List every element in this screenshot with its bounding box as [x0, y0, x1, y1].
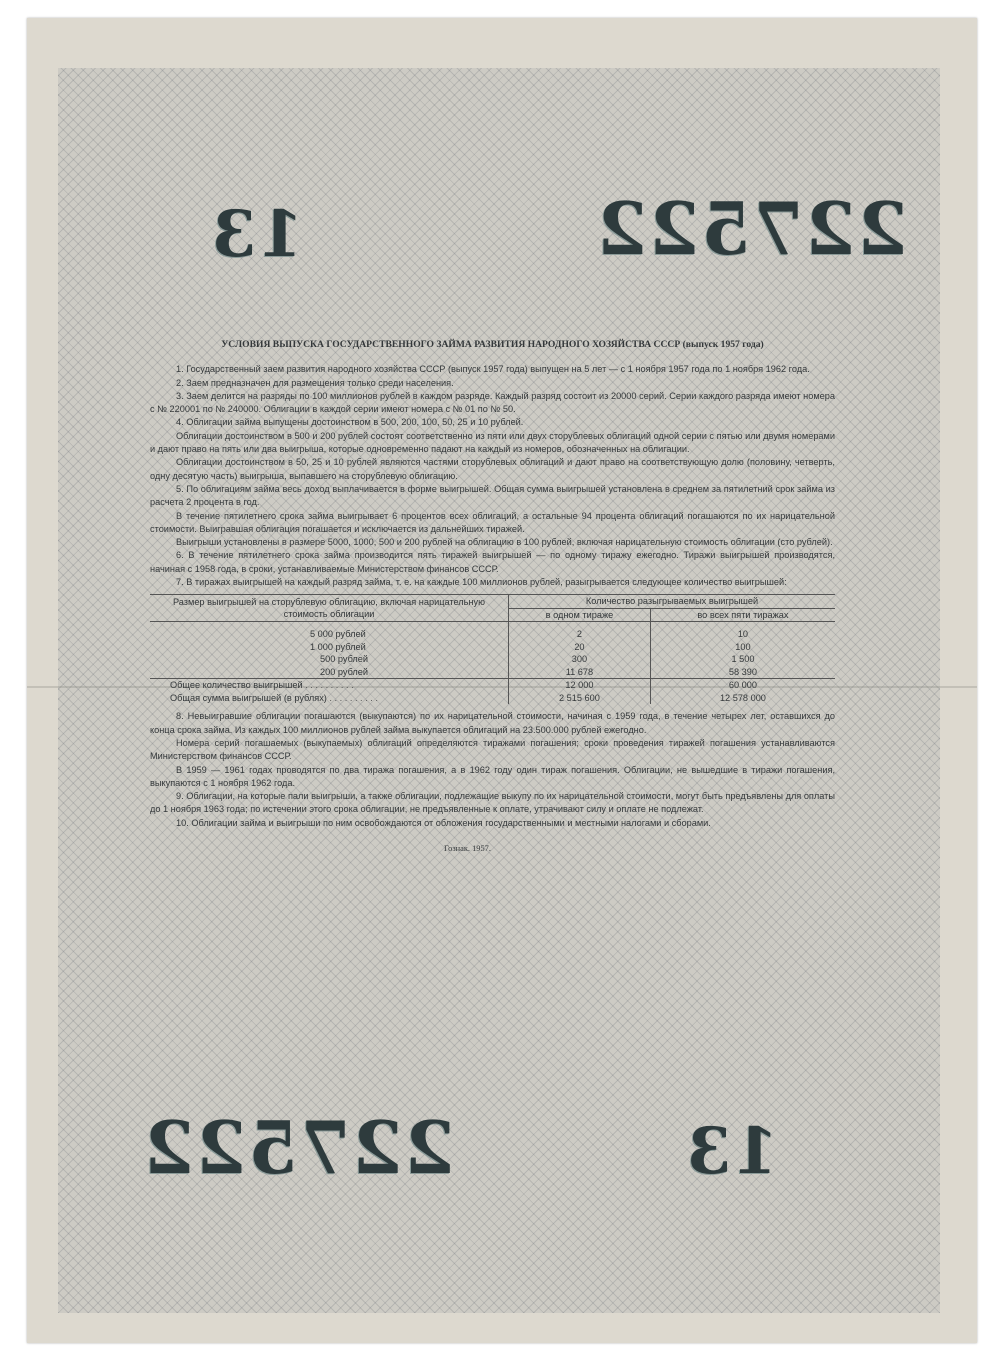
- totals-row: [150, 679, 835, 692]
- prize-size: 200 рублей: [150, 666, 509, 679]
- series-number-top: 13: [210, 197, 304, 272]
- total-all-draws: 60 000: [650, 679, 835, 692]
- printer-imprint: Гознак. 1957.: [444, 844, 491, 854]
- count-one-draw: 2: [509, 628, 651, 641]
- table-row: [150, 666, 835, 679]
- clause-5: 5. По облигациям займа весь доход выплачивается в форме выигрышей. Общая сумма выигрышей установлена в среднем за пятилетний срок займа из расчета 2 процента в год.: [150, 483, 835, 508]
- conditions-title: УСЛОВИЯ ВЫПУСКА ГОСУДАРСТВЕННОГО ЗАЙМА РАЗВИТИЯ НАРОДНОГО ХОЗЯЙСТВА СССР (выпуск 1957 года): [221, 339, 764, 350]
- clause-1: 1. Государственный заем развития народного хозяйства СССР (выпуск 1957 года) выпущен на 5 лет — с 1 ноября 1957 года по 1 ноября 1962 года.: [176, 364, 810, 375]
- clause-6: 6. В течение пятилетнего срока займа производится пять тиражей выигрышей — по одному тиражу ежегодно. Тиражи выигрышей производятся, начиная с 1958 года, в сроки, устанавливаемые Министерством финансов СССР.: [150, 550, 835, 574]
- total-one-draw: 12 000: [509, 679, 651, 692]
- clause-5-para-3: Выигрыши установлены в размере 5000, 1000, 500 и 200 рублей на облигацию в 100 рублей, включая нарицательную стоимость облигации (сто рублей).: [176, 537, 833, 548]
- clause-9: 9. Облигации, на которые пали выигрыши, а также облигации, подлежащие выкупу по их нарицательной стоимости, могут быть предъявлены для оплаты до 1 ноября 1963 года; по истечении этого срока облигации, не предъявленные к оплате, утрачивают силу и оплате не подлежат.: [150, 791, 835, 815]
- table-row: [150, 641, 835, 654]
- series-number-bottom: 13: [685, 1114, 779, 1189]
- total-label: Общая сумма выигрышей (в рублях): [170, 692, 327, 703]
- clause-7: 7. В тиражах выигрышей на каждый разряд займа, т. е. на каждые 100 миллионов рублей, разыгрывается следующее количество выигрышей:: [176, 577, 787, 588]
- clause-2: 2. Заем предназначен для размещения только среди населения.: [176, 377, 454, 388]
- clause-5-para-2: В течение пятилетнего срока займа выигрывает 6 процентов всех облигаций, а остальные 94 процента облигаций погашаются по их нарицательной стоимости. Выигравшая облигация погашается и исключается из дальнейших тиражей.: [150, 510, 835, 534]
- count-one-draw: 11 678: [509, 666, 651, 679]
- count-one-draw: 20: [509, 641, 651, 654]
- clause-4: 4. Облигации займа выпущены достоинством в 500, 200, 100, 50, 25 и 10 рублей.: [176, 417, 524, 428]
- count-one-draw: 300: [509, 653, 651, 666]
- clause-8-para-3: В 1959 — 1961 годах проводятся по два тиража погашения, а в 1962 году один тираж погашения. Облигации, не вышедшие в тиражи погашения, выкупаются с 1 ноября 1962 года.: [150, 764, 835, 788]
- count-all-draws: 10: [737, 629, 749, 640]
- clause-3: 3. Заем делится на разряды по 100 миллионов рублей в каждом разряде. Каждый разряд состоит из 20000 серий. Серии каждого разряда имеют номера с № 220001 по № 240000. Облигации в каждой серии имеют номера с № 01 по № 50.: [150, 390, 835, 415]
- count-all-draws: 58 390: [728, 666, 757, 677]
- prize-size-header: Размер выигрышей на сторублевую облигацию, включая нарицательную стоимость облигации: [150, 595, 509, 622]
- count-all-draws: 1 500: [731, 654, 755, 665]
- prize-size: 5 000 рублей: [150, 628, 509, 641]
- loan-conditions: [150, 338, 835, 855]
- total-all-draws: 12 578 000: [719, 692, 766, 703]
- table-row: [150, 628, 835, 641]
- clause-4-para-2: Облигации достоинством в 500 и 200 рублей состоят соответственно из пяти или двух сторублевых облигаций одной серии с пятью или двумя номерами и дают право на пять или два выигрыша, которые одновременно падают на каждый из номеров, обозначенных на облигации.: [150, 430, 835, 455]
- prize-count-header: Количество разыгрываемых выигрышей: [509, 595, 836, 609]
- dot-leader: . . . . . . . . . .: [302, 680, 354, 691]
- prize-size: 1 000 рублей: [150, 641, 509, 654]
- five-draws-header: во всех пяти тиражах: [650, 608, 835, 622]
- prize-table: [150, 594, 835, 704]
- clause-4-para-3: Облигации достоинством в 50, 25 и 10 рублей являются частями сторублевых облигаций и дают право на соответствующую долю (половину, четверть, одну десятую часть) выигрыша, выпавшего на сторублевую облигацию.: [150, 457, 835, 481]
- one-draw-header: в одном тираже: [509, 608, 651, 622]
- serial-number-bottom: 227522: [142, 1105, 455, 1190]
- serial-number-top: 227522: [595, 186, 908, 271]
- clause-8-para-2: Номера серий погашаемых (выкупаемых) облигаций определяются тиражами погашения; сроки проведения тиражей погашения устанавливаются Министерством финансов СССР.: [150, 737, 835, 762]
- totals-row: [150, 692, 835, 705]
- clause-8: 8. Невыигравшие облигации погашаются (выкупаются) по их нарицательной стоимости, начиная с 1959 года, в течение четырех лет, оставшихся до конца срока займа. Из каждых 100 миллионов рублей займа выкупается облигаций на 23.500.000 рублей ежегодно.: [150, 711, 835, 735]
- clause-10: 10. Облигации займа и выигрыши по ним освобождаются от обложения государственными и местными налогами и сборами.: [176, 817, 711, 828]
- total-one-draw: 2 515 600: [509, 692, 651, 705]
- count-all-draws: 100: [735, 641, 751, 652]
- prize-size: 500 рублей: [150, 653, 509, 666]
- table-row: [150, 653, 835, 666]
- total-label: Общее количество выигрышей: [170, 680, 303, 691]
- dot-leader: . . . . . . . . . .: [326, 692, 378, 703]
